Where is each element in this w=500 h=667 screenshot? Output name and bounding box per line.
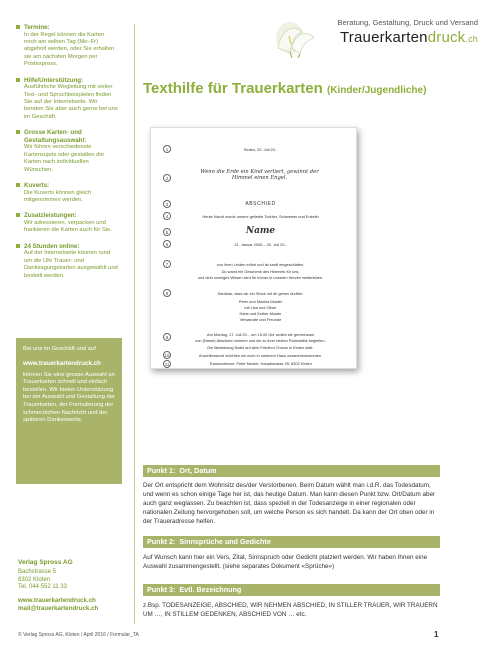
bullet-icon bbox=[16, 25, 20, 29]
info-box-intro: Bei uns im Geschäft und auf bbox=[23, 346, 96, 352]
page-number: 1 bbox=[434, 630, 439, 639]
marker-6: 6 bbox=[163, 240, 171, 248]
sidebar-item-kuverts bbox=[16, 182, 118, 204]
sidebar-item-zusatzleistungen bbox=[16, 212, 118, 234]
section-text-1: Der Ort entspricht dem Wohnsitz des/der Verstorbenen. Beim Datum wählt man i.d.R. das Todesdatum, und wenn es schon einige Tage her ist, das heutige Datum. Man kann diesen Punkt bzw. Ort/Datum aber auch ganz weglassen. Zu beachten ist, dass speziell in der Todesanzeige in einer regionalen oder nationalen Zeitung hervorgehoben soll, um welche Person es sich handelt. Da kann der Ort oben oder in der Traueradresse helfen. bbox=[143, 482, 436, 525]
card-line: mit Lisa und Oliver bbox=[244, 305, 277, 310]
sidebar bbox=[16, 24, 118, 288]
section-text-3: z.Bsp. TODESANZEIGE, ABSCHIED, WIR NEHMEN ABSCHIED, IN STILLER TRAUER, WIR TRAUERN UM …, IN STILLEM GEDENKEN, ABSCHIED VON … etc. bbox=[143, 602, 438, 618]
marker-3: 3 bbox=[163, 200, 171, 208]
sidebar-item-text: Auf der Internetseite können rund um die Uhr Trauer- und Danksagungskarten ausgewählt und bestellt werden. bbox=[24, 250, 118, 279]
brand-suffix: .ch bbox=[465, 34, 478, 44]
info-box bbox=[16, 338, 122, 484]
section-header-1 bbox=[143, 465, 440, 477]
card-line: Peter und Monika Muster bbox=[238, 299, 283, 304]
sidebar-item-text: Wir adressieren, verpacken und frankieren die Karten auch für Sie. bbox=[24, 220, 112, 234]
page-title bbox=[143, 80, 426, 97]
marker-2: 2 bbox=[163, 174, 171, 182]
card-line: Dankbar, dass wir ein Stück mit dir gehen durften: bbox=[217, 291, 304, 296]
sidebar-item-text: In der Regel können die Karten noch am selben Tag (Mo–Fr) abgeholt werden, oder Sie erhalten sie am nächsten Morgen per Postexpress. bbox=[24, 31, 115, 68]
card-line: ABSCHIED bbox=[245, 201, 276, 207]
sidebar-item-text: Wir führen verschiedenste Kartensujets oder gestalten die Karten nach individuellen Wünschen. bbox=[24, 144, 104, 173]
sidebar-item-hilfe bbox=[16, 77, 118, 122]
contact-phone: Tel. 044 552 11 33 bbox=[18, 584, 67, 591]
sidebar-item-title: Zusatzleistungen: bbox=[24, 212, 77, 220]
card-line: Kloten, 20. Juli 20.. bbox=[243, 147, 278, 152]
sidebar-item-title: 24 Stunden online: bbox=[24, 242, 80, 250]
bullet-icon bbox=[16, 78, 20, 82]
card-line: Verwandte und Freunde bbox=[239, 317, 282, 322]
section-label: Punkt 3: bbox=[147, 585, 176, 594]
sidebar-item-text: Die Kuverts können gleich mitgenommen werden. bbox=[24, 189, 92, 204]
sidebar-item-title: Termine: bbox=[24, 24, 50, 31]
card-line: Name bbox=[245, 226, 276, 236]
marker-7: 7 bbox=[163, 260, 171, 268]
marker-8: 8 bbox=[163, 289, 171, 297]
brand-main: Trauerkarten bbox=[339, 29, 428, 46]
brand-accent: druck bbox=[427, 29, 466, 46]
sidebar-item-title: Hilfe/Unterstützung: bbox=[24, 76, 84, 84]
marker-10: 10 bbox=[164, 353, 170, 358]
card-line: und dein sonniges Wesen wird für immer in unseren Herzen weiterleben. bbox=[197, 275, 324, 280]
card-line: 21. Januar 2005 – 20. Juli 20.. bbox=[234, 242, 287, 247]
page-title-main: Texthilfe für Trauerkarten bbox=[143, 80, 323, 97]
contact-city: 8302 Kloten bbox=[18, 576, 51, 583]
card-line: Traueradresse: Peter Muster, Hauptstrasse 25, 8302 Kloten bbox=[209, 361, 312, 366]
card-line: Am Montag, 17. Juli 20.., um 15.00 Uhr wollen wir gemeinsam bbox=[206, 332, 315, 337]
sidebar-item-online bbox=[16, 243, 118, 280]
bullet-icon bbox=[16, 183, 20, 187]
card-line: Wenn die Erde ein Kind verliert, gewinnt der Himmel einen Engel. bbox=[200, 169, 319, 182]
contact-street: Bachstrasse 5 bbox=[18, 569, 57, 575]
bullet-icon bbox=[16, 244, 20, 248]
bullet-icon bbox=[16, 213, 20, 217]
marker-4: 4 bbox=[163, 212, 171, 220]
section-title: Evtl. Bezeichnung bbox=[179, 585, 242, 594]
header bbox=[268, 18, 478, 49]
marker-11: 11 bbox=[164, 362, 170, 367]
section-text-2: Auf Wunsch kann hier ein Vers, Zitat, Sinnspruch oder Gedicht platziert werden. Wir haben Ihnen eine Auswahl zusammengestellt. (siehe separates Dokument «Sprüche») bbox=[143, 554, 428, 570]
header-tagline: Beratung, Gestaltung, Druck und Versand bbox=[337, 18, 478, 27]
footer-text: © Verlag Spross AG, Kloten / April 2016 / Formular_TA bbox=[18, 632, 139, 638]
section-title: Ort, Datum bbox=[179, 466, 217, 475]
card-line: Hans und Esther Muster bbox=[239, 311, 282, 316]
contact-email-link[interactable]: mail@trauerkartendruck.ch bbox=[18, 604, 99, 612]
marker-9: 9 bbox=[163, 333, 171, 341]
section-header-2 bbox=[143, 536, 440, 548]
marker-5: 5 bbox=[163, 228, 171, 236]
contact-block bbox=[18, 558, 128, 612]
card-line: Die Beisetzung findet auf dem Friedhof Chloos in Kloten statt. bbox=[207, 345, 314, 350]
lily-logo-icon bbox=[268, 18, 318, 58]
page-title-sub: (Kinder/Jugendliche) bbox=[326, 85, 427, 96]
card-line: Heute Nacht wurde unsere geliebte Tochter, Schwester und Enkelin bbox=[202, 214, 319, 219]
bullet-icon bbox=[16, 130, 20, 134]
marker-1: 1 bbox=[163, 145, 171, 153]
sidebar-item-title: Grosse Karten- und Gestaltungsauswahl: bbox=[24, 129, 87, 144]
company-name: Verlag Spross AG bbox=[18, 559, 73, 566]
sidebar-item-termine bbox=[16, 24, 118, 69]
sidebar-item-title: Kuverts: bbox=[24, 182, 50, 190]
contact-web-link[interactable]: www.trauerkartendruck.ch bbox=[18, 596, 96, 604]
section-header-3 bbox=[143, 584, 440, 596]
info-box-url[interactable]: www.trauerkartendruck.ch bbox=[23, 359, 101, 367]
info-box-text: können Sie eine grosse Auswahl an Trauerkarten schnell und einfach bestellen. Wir bieten Unterstützung bei der Auswahl und Gestaltung der Trauerkarten, der Formulierung der schmerzlichen Nachricht und der späteren Dankesworte. bbox=[23, 371, 115, 424]
sidebar-item-text: Ausführliche Wegleitung mit vielen Text- und Spruchbeispielen finden Sie auf der Internetseite. Wir beraten Sie aber auch gerne bei uns im Geschäft. bbox=[24, 84, 118, 120]
card-line: Du warst ein Geschenk des Himmels für uns, bbox=[221, 269, 300, 274]
card-line: Anschliessend möchten wir noch in unserem Haus zusammenkommen. bbox=[198, 353, 323, 358]
card-line: von ihren Leiden erlöst und ist sanft eingeschlafen. bbox=[216, 262, 305, 267]
card-line: von (Name) Abschied nehmen und sie zu ihrer letzten Ruhestätte begleiten. bbox=[195, 338, 326, 343]
divider bbox=[134, 24, 135, 624]
sidebar-item-auswahl bbox=[16, 129, 118, 174]
section-label: Punkt 1: bbox=[147, 466, 176, 475]
sample-card bbox=[150, 127, 357, 369]
section-title: Sinnsprüche und Gedichte bbox=[179, 537, 271, 546]
section-label: Punkt 2: bbox=[147, 537, 176, 546]
